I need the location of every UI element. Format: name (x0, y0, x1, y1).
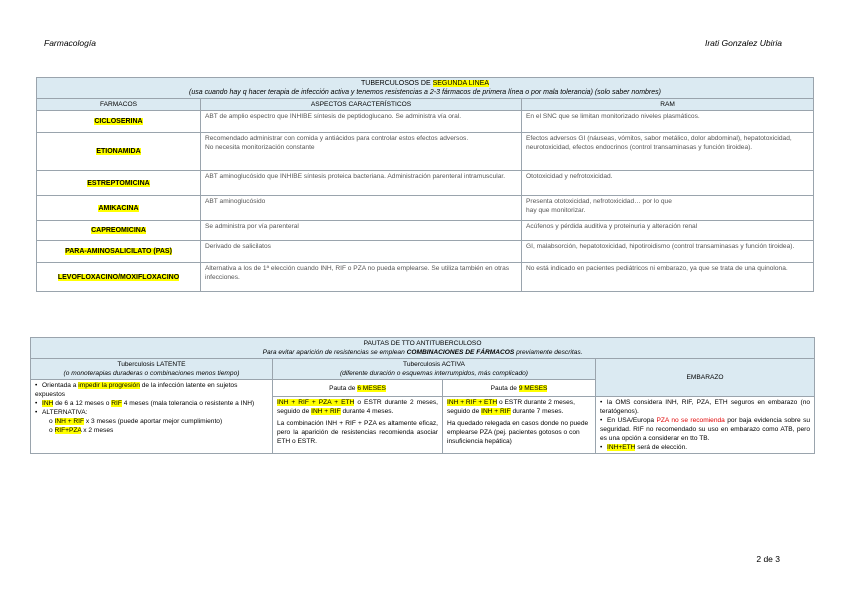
header-left: Farmacología (44, 38, 96, 48)
ram-cell: Acúfenos y pérdida auditiva y proteinuria y alteración renal (522, 221, 814, 241)
aspects-cell: Se administra por vía parenteral (201, 221, 522, 241)
col-header-aspects: ASPECTOS CARACTERÍSTICOS (201, 99, 522, 111)
text: En USA/Europa (607, 417, 657, 424)
treatment-table (30, 337, 815, 454)
text: x 3 meses (puede aportar mejor cumplimiento) (84, 418, 223, 425)
drug-name: PARA-AMINOSALICILATO (PAS) (65, 248, 172, 255)
highlight: INH (42, 400, 54, 407)
text: durante 4 meses. (340, 408, 394, 415)
ram-cell: No está indicado en pacientes pediátricos ni embarazo, ya que se trata de una quinolona. (522, 263, 814, 292)
drug-name: ESTREPTOMICINA (87, 179, 150, 187)
table2-subtitle-suffix: previamente descritas. (514, 349, 583, 356)
six-p2: La combinación INH + RIF + PZA es altamente eficaz, pero la aparición de resistencias recomienda asociar ETH o ESTR. (277, 420, 438, 445)
text: de 6 a 12 meses o (53, 400, 112, 407)
highlight: INH+ETH (607, 444, 636, 451)
highlight: impedir la progresión (78, 382, 140, 389)
aspects-line: No necesita monitorización constante (205, 144, 315, 151)
drug-cell (37, 196, 201, 221)
highlight: INH + RIF (481, 408, 511, 415)
alternative-item (35, 426, 268, 435)
aspects-cell: Alternativa a los de 1ª elección cuando INH, RIF o PZA no pueda emplearse. Se utiliza también en otras infecciones. (201, 263, 522, 292)
alternative-item (35, 417, 268, 426)
drug-name: CICLOSERINA (94, 118, 143, 125)
aspects-cell: ABT de amplio espectro que INHIBE síntesis de peptidoglucano. Se administra vía oral. (201, 111, 522, 133)
table1-title-cell (37, 78, 814, 99)
highlight: INH + RIF + ETH (447, 399, 498, 406)
list-item: • la OMS considera INH, RIF, PZA, ETH seguros en embarazo (no teratógenos). (600, 398, 810, 416)
col-header-drugs: FARMACOS (37, 99, 201, 111)
table2-title: PAUTAS DE TTO ANTITUBERCULOSO (363, 340, 482, 347)
list-item (600, 416, 810, 443)
drug-cell (37, 263, 201, 292)
text: o ESTR durante 2 meses, seguido de (447, 399, 575, 415)
pregnancy-header: EMBARAZO (596, 359, 815, 397)
highlight: 6 MESES (357, 384, 386, 392)
table2-title-cell (31, 338, 815, 359)
latent-list (35, 381, 268, 417)
highlight: INH + RIF (54, 418, 84, 425)
six-p1 (277, 398, 438, 416)
latent-header (31, 359, 273, 380)
text: será de elección. (635, 444, 688, 451)
text: 4 meses (mala tolerancia o resistente a INH) (121, 400, 255, 407)
aspects-line: Recomendado administrar con comida y antiácidos para controlar estos efectos adversos. (205, 135, 469, 142)
active-title: Tuberculosis ACTIVA (403, 361, 465, 368)
text: x 2 meses (81, 427, 114, 434)
ram-cell: Efectos adversos GI (náuseas, vómitos, sabor metálico, dolor abdominal), hepatotoxicidad, neurotoxicidad, efectos endocrinos (control transaminasas y función tiroidea). (522, 133, 814, 171)
text: Pauta de (329, 384, 358, 392)
ram-cell: Ototoxicidad y nefrotoxicidad. (522, 171, 814, 196)
latent-subtitle: (o monoterapias duraderas o combinaciones menos tiempo) (63, 370, 240, 377)
col-header-ram: RAM (522, 99, 814, 111)
highlight: RIF+PZA (54, 427, 82, 434)
drug-cell (37, 111, 201, 133)
drug-cell (37, 241, 201, 263)
warning-text: PZA no se recomienda (656, 417, 725, 424)
highlight: INH + RIF + PZA + ETH (277, 399, 355, 406)
ram-cell: GI, malabsorción, hepatotoxicidad, hipotiroidismo (control transaminasas y función tiroidea). (522, 241, 814, 263)
ram-line: hay que monitorizar. (526, 207, 586, 214)
drug-cell (37, 133, 201, 171)
six-month-header (273, 380, 443, 397)
aspects-cell (201, 133, 522, 171)
active-subtitle: (diferente duración o esquemas interrumpidos, más complicado) (339, 370, 528, 377)
drug-name: ETIONAMIDA (96, 148, 141, 155)
table1-title: TUBERCULOSOS DE (361, 80, 433, 87)
drug-cell (37, 221, 201, 241)
list-item (35, 408, 268, 417)
drug-name: CAPREOMICINA (91, 227, 146, 234)
table2-subtitle-prefix: Para evitar aparición de resistencias se emplean (262, 349, 407, 356)
list-item (35, 399, 268, 408)
drug-name: LEVOFLOXACINO/MOXIFLOXACINO (57, 273, 180, 281)
table1-title-highlight: SEGUNDA LINEA (432, 80, 490, 87)
highlight: 9 MESES (518, 384, 548, 392)
drug-name: AMIKACINA (98, 204, 139, 212)
text: por baja evidencia sobre su seguridad. RIF no recomendado su uso en embarazo como ATB, pero es una opción a considerar en tto TB. (600, 417, 811, 442)
drug-cell (37, 171, 201, 196)
aspects-cell: ABT aminoglucósido (201, 196, 522, 221)
text: o (49, 418, 55, 425)
text: o ESTR durante 2 meses, seguido de (277, 399, 438, 415)
table1-subtitle: (usa cuando hay q hacer terapia de infección activa y tenemos resistencias a 2-3 fármacos de primera línea o por mala tolerancia) (solo saber nombres) (189, 89, 661, 96)
second-line-table (36, 77, 814, 292)
aspects-cell: Derivado de salicilatos (201, 241, 522, 263)
text: Pauta de (490, 384, 519, 392)
highlight: INH + RIF (311, 408, 341, 415)
aspects-cell: ABT aminoglucósido que INHIBE síntesis proteica bacteriana. Administración parenteral intramuscular. (201, 171, 522, 196)
text: de la infección latente en sujetos expuestos (35, 382, 238, 398)
text: o (49, 427, 55, 434)
nine-p1 (447, 398, 591, 416)
nine-month-content (443, 397, 596, 454)
text: durante 7 meses. (510, 408, 564, 415)
pregnancy-content (596, 397, 815, 454)
nine-p2: Ha quedado relegada en casos donde no puede emplearse PZA (pej. pacientes gotosos o con insuficiencia hepática) (447, 420, 589, 445)
list-item (35, 381, 268, 399)
nine-month-header (443, 380, 596, 397)
table2-subtitle (263, 349, 583, 356)
text: ALTERNATIVA: (42, 409, 88, 416)
highlight: RIF (111, 400, 122, 407)
list-item (600, 443, 810, 452)
table2-subtitle-bold: COMBINACIONES DE FÁRMACOS (406, 349, 515, 356)
ram-cell: En el SNC que se limitan monitorizado niveles plasmáticos. (522, 111, 814, 133)
ram-cell (522, 196, 814, 221)
pregnancy-list (600, 398, 810, 452)
six-month-content (273, 397, 443, 454)
latent-content (31, 380, 273, 454)
text: Orientada a (42, 382, 79, 389)
latent-title: Tuberculosis LATENTE (117, 361, 186, 368)
header-right: Irati Gonzalez Ubiria (704, 38, 782, 48)
ram-line: Presenta ototoxicidad, nefrotoxicidad… por lo que (526, 198, 672, 205)
active-header (273, 359, 596, 380)
page-number: 2 de 3 (756, 554, 780, 564)
